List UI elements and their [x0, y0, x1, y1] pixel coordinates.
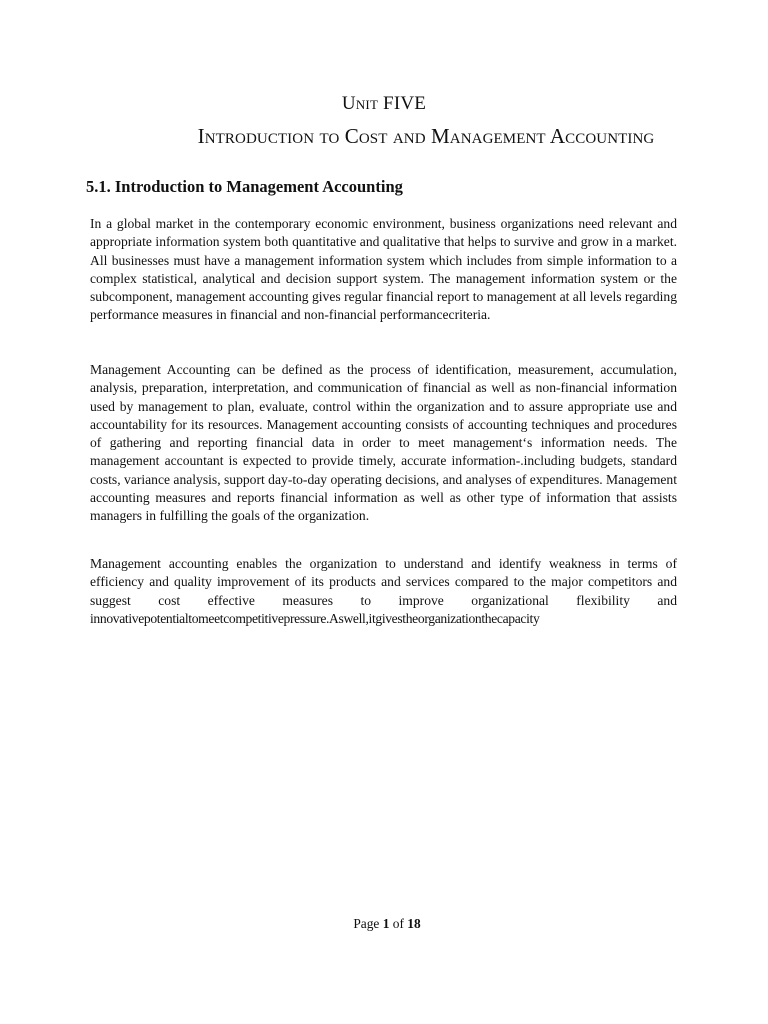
unit-word: Unit: [341, 93, 379, 114]
total-pages-number: 18: [407, 916, 421, 931]
body-paragraph: [90, 555, 677, 628]
of-label: of: [392, 916, 404, 931]
section-heading: 5.1. Introduction to Management Accounting: [86, 177, 403, 196]
body-paragraph: In a global market in the contemporary economic environment, business organizations need relevant and appropriate information system both quantitative and qualitative that helps to survive and grow in a market. All businesses must have a management information system which includes from simple information to a complex statistical, analytical and decision support system. The management information system or the subcomponent, management accounting gives regular financial report to management at all levels regarding performance measures in financial and non-financial performancecriteria.: [90, 216, 677, 323]
unit-number: FIVE: [383, 93, 427, 114]
paragraph-last-line: innovativepotentialtomeetcompetitivepressure.Aswell,itgivestheorganizationthecapacity: [90, 610, 540, 626]
page-label: Page: [353, 916, 380, 931]
paragraph-text: Management accounting enables the organization to understand and identify weakness in terms of efficiency and quality improvement of its products and services compared to the major competitors and suggest cost effective measures to improve organizational flexibility and: [90, 556, 677, 608]
chapter-title: Introduction to Cost and Management Accounting: [197, 124, 655, 148]
page-footer: [0, 916, 768, 932]
current-page-number: 1: [382, 916, 390, 931]
unit-title: [0, 93, 768, 115]
body-paragraph: Management Accounting can be defined as the process of identification, measurement, accumulation, analysis, preparation, interpretation, and communication of financial as well as non-financial information used by management to plan, evaluate, control within the organization and to assure appropriate use and accountability for its resources. Management accounting consists of accounting techniques and procedures of gathering and reporting financial data in order to meet management‘s information needs. The management accountant is expected to provide timely, accurate information-.including budgets, standard costs, variance analysis, support day-to-day operating decisions, and analyses of expenditures. Management accounting measures and reports financial information as well as other type of information that assists managers in fulfilling the goals of the organization.: [90, 362, 678, 524]
